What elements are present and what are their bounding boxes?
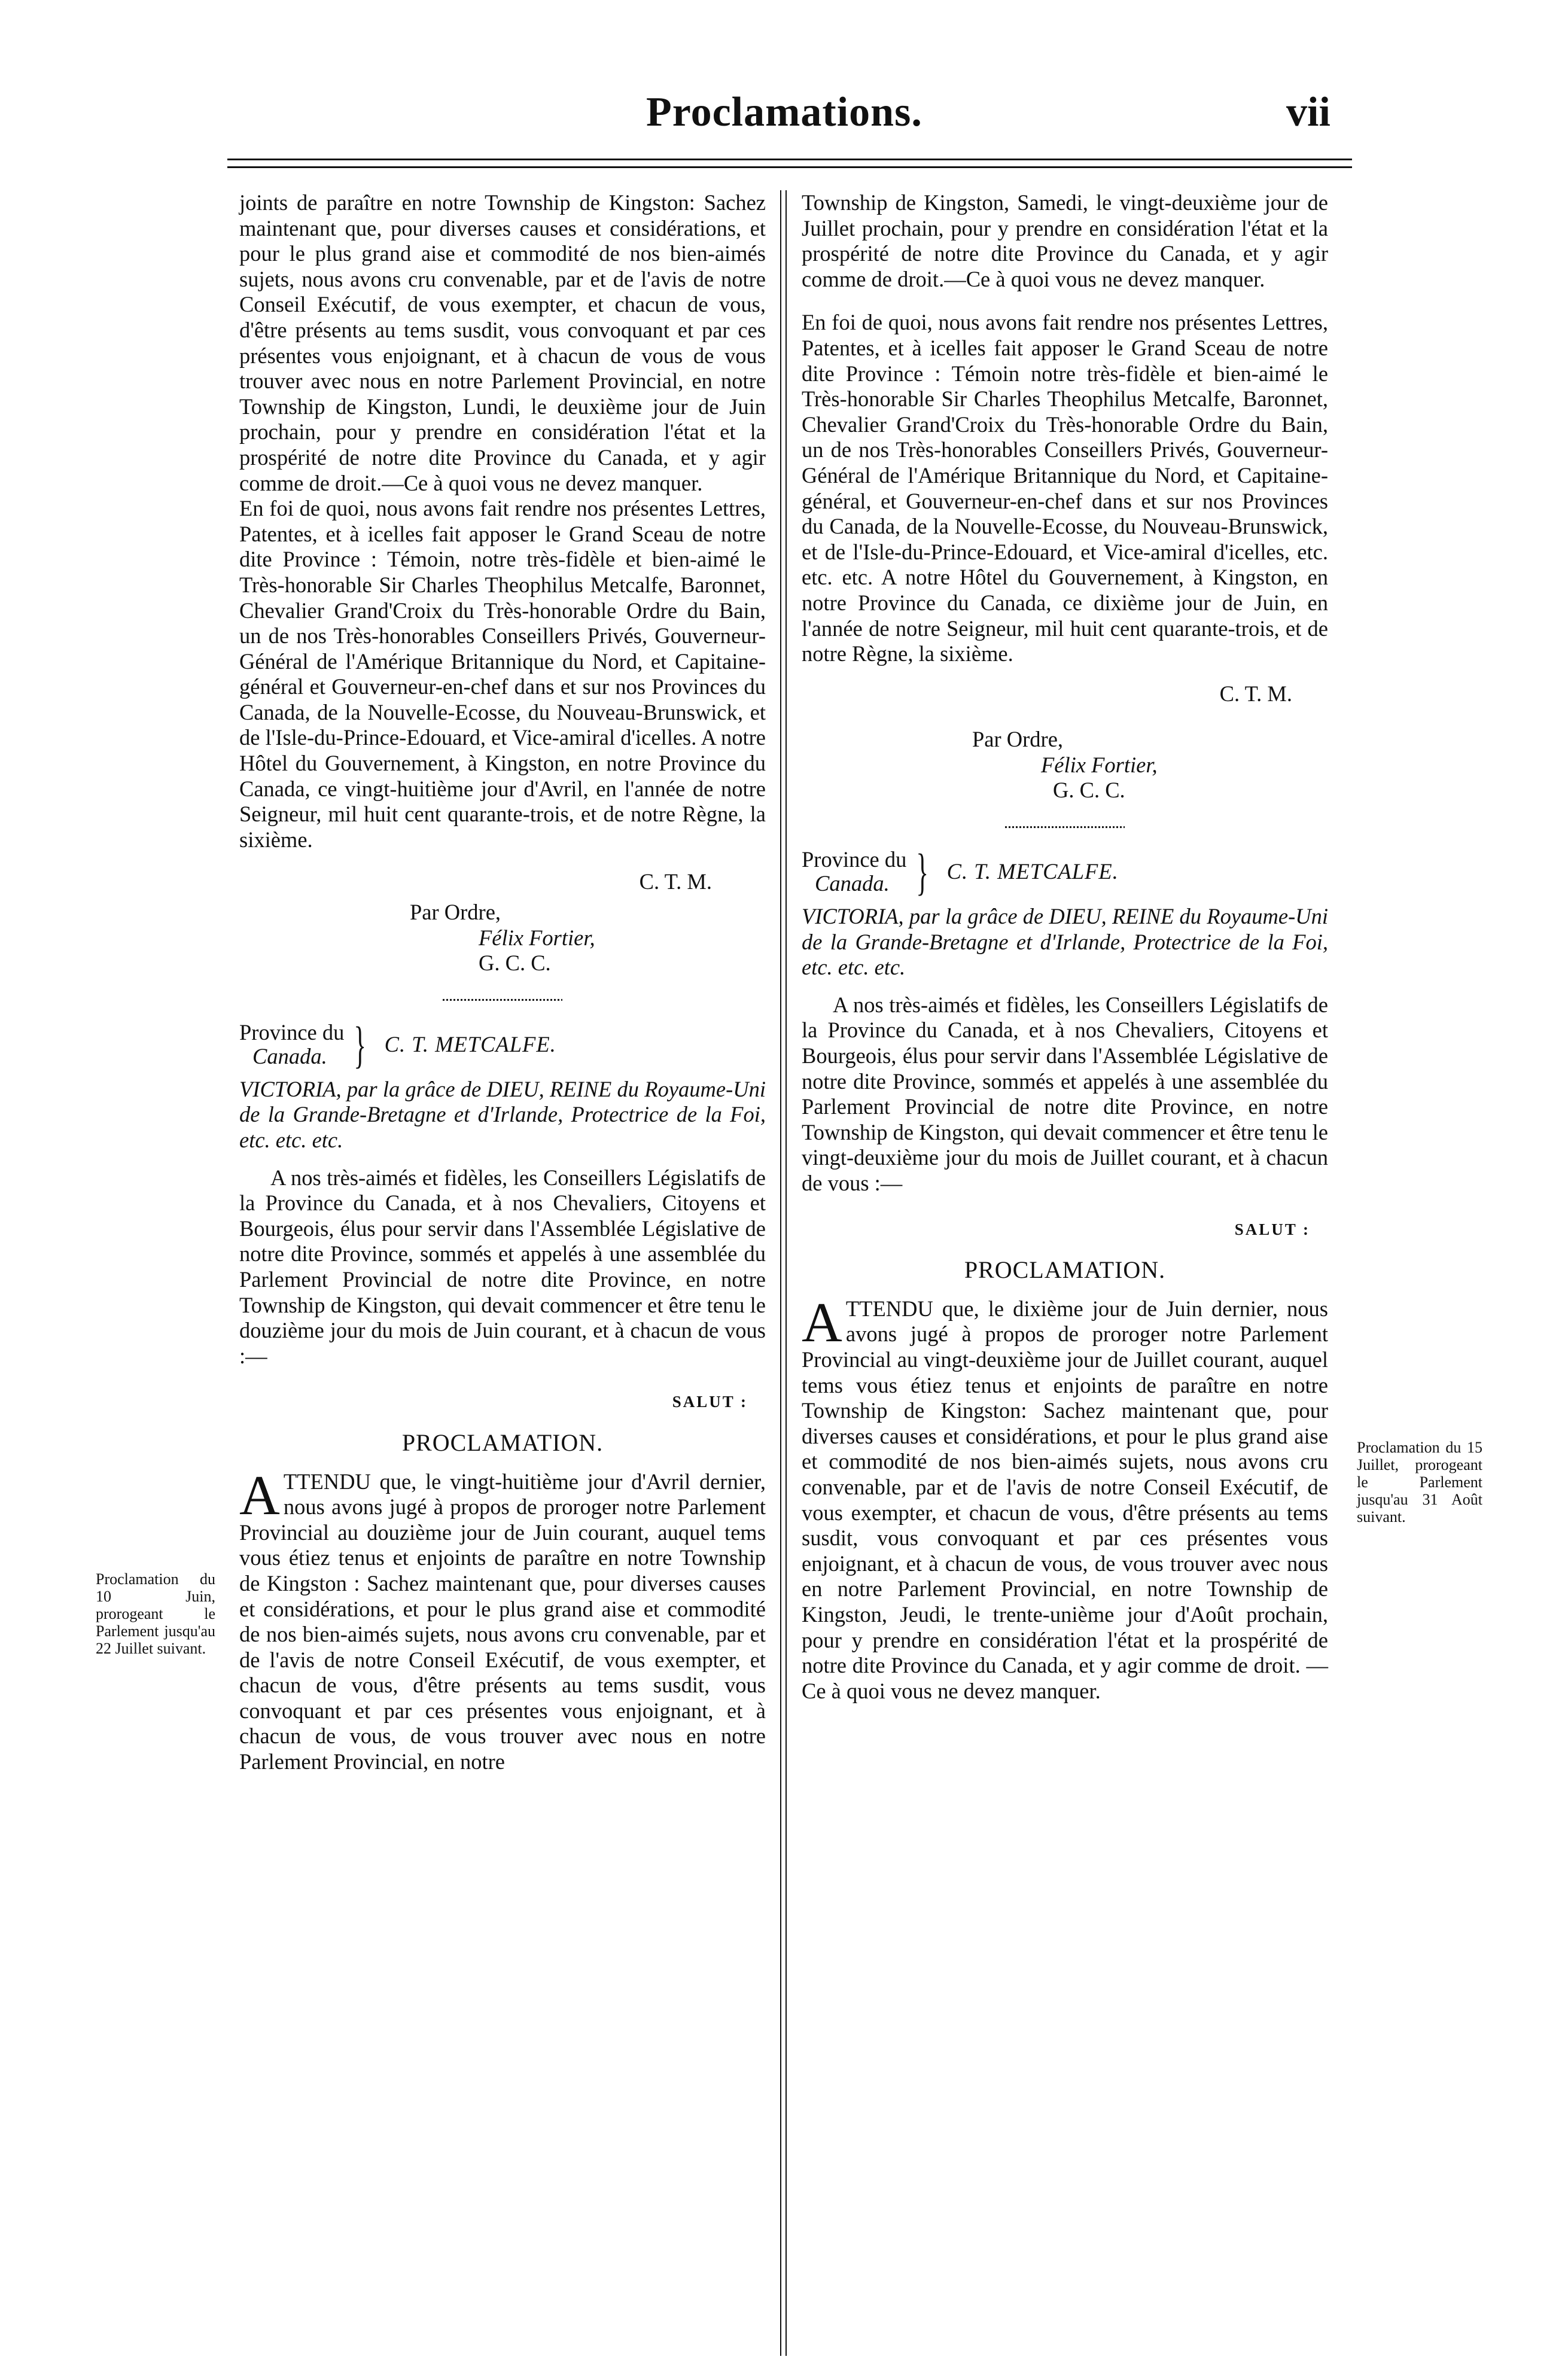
header-double-rule [227,159,1352,168]
right-signer-name: Félix Fortier, [1041,752,1158,777]
right-column [802,190,1328,1704]
right-salut: SALUT : [1234,1220,1310,1238]
left-salut: SALUT : [672,1393,748,1411]
left-province-line2: Canada. [252,1043,327,1068]
right-wavy-rule [1005,824,1125,830]
right-province-line2: Canada. [815,871,890,896]
column-divider [780,190,787,2356]
left-intro-paragraph: joints de paraître en notre Township de Kingston: Sachez maintenant que, pour diverses causes et considérations, et pour le plus grand aise et commodité de nos bien-aimés sujets, nous avons cru convenable, par et de l'avis de notre Conseil Exécutif, de vous exempter, et chacun de vous, d'être présents au tems susdit, vous convoquant et par ces présentes vous enjoignant, et à chacun de vous de vous trouver avec nous en notre Parlement Provincial, en notre Township de Kingston, Lundi, le deuxième jour de Juin prochain, pour y prendre en considération l'état et la prospérité de notre dite Province du Canada, et y agir comme de droit.—Ce à quoi vous ne devez manquer. [239,190,766,495]
left-body-text: TTENDU que, le vingt-huitième jour d'Avril dernier, nous avons jugé à propos de proroger notre Parlement Provincial au douzième jour de Juin courant, auquel tems vous étiez tenus et enjoints de paraître en notre Township de Kingston : Sachez maintenant que, pour diverses causes et considérations, et pour le plus grand aise et commodité de nos bien-aimés sujets, nous avons cru convenable, par et de l'avis de notre Conseil Exécutif, de vous exempter, et chacun de vous, d'être présents au tems susdit, vous convoquant et par ces présentes vous enjoignant, et à chacun de vous, de vous trouver avec nous en notre Parlement Provincial, en notre [239,1469,766,1774]
right-province-block [802,843,1328,901]
right-body-text: TTENDU que, le dixième jour de Juin dernier, nous avons jugé à propos de proroger notre Parlement Provincial au vingt-deuxième jour de Juillet courant, auquel tems vous étiez tenus et enjoints de paraître en notre Township de Kingston: Sachez maintenant que, pour diverses causes et considérations, et pour le plus grand aise et commodité de nos bien-aimés sujets, nous avons cru convenable, par et de l'avis de notre Conseil Exécutif, de vous exempter, et chacun de vous, d'être présents au tems susdit, vous convoquant et par ces présentes vous enjoignant, et à chacun de vous, de vous trouver avec nous en notre Parlement Provincial, en notre Township de Kingston, Jeudi, le trente-unième jour d'Août prochain, pour y prendre en considération l'état et la prospérité de notre dite Province du Canada, et y agir comme de droit. —Ce à quoi vous ne devez manquer. [802,1296,1328,1703]
right-address-paragraph: A nos très-aimés et fidèles, les Conseillers Législatifs de la Province du Canada, et à nos Chevaliers, Citoyens et Bourgeois, élus pour servir dans l'Assemblée Législative de notre dite Province, sommés et appelés à une assemblée du Parlement Provincial de notre dite Province, en notre Township de Kingston, qui devait commencer et être tenu le vingt-deuxième jour du mois de Juillet courant, et à chacun de vous :— [802,992,1328,1195]
left-victoria-title: VICTORIA, par la grâce de DIEU, REINE du Royaume-Uni de la Grande-Bretagne et d'Irlande, Protectrice de la Foi, etc. etc. etc. [239,1076,766,1152]
left-margin-note: Proclamation du 10 Juin, prorogeant le Parlement jusqu'au 22 Juillet suivant. [96,1570,215,1657]
right-proclamation-heading: PROCLAMATION. [964,1256,1166,1284]
left-brace-glyph: } [354,1015,367,1073]
right-body-paragraph [802,1291,1328,1704]
left-body-paragraph [239,1464,766,1775]
running-head-title: Proclamations. [646,89,922,135]
right-victoria-title: VICTORIA, par la grâce de DIEU, REINE du Royaume-Uni de la Grande-Bretagne et d'Irlande, Protectrice de la Foi, etc. etc. etc. [802,904,1328,980]
left-province-line1: Province du [239,1019,345,1045]
right-dropcap: A [802,1291,842,1354]
right-signature-initials: C. T. M. [1219,681,1292,706]
left-signer-name: Félix Fortier, [479,925,595,950]
right-province-line1: Province du [802,847,907,872]
left-proclamation-heading: PROCLAMATION. [401,1429,604,1456]
left-dropcap: A [239,1464,280,1527]
left-signature-initials: C. T. M. [639,869,712,894]
left-province-block [239,1015,766,1073]
left-province-label [239,1021,344,1068]
right-brace-glyph: } [916,843,929,901]
left-column [239,190,766,1775]
left-governor-name: C. T. METCALFE. [384,1031,556,1056]
page-number: vii [1286,89,1330,135]
right-margin-note: Proclamation du 15 Juillet, prorogeant le Parlement jusqu'au 31 Août suivant. [1357,1439,1482,1526]
right-governor-name: C. T. METCALFE. [946,858,1119,884]
right-intro-paragraph: Township de Kingston, Samedi, le vingt-deuxième jour de Juillet prochain, pour y prendre en considération l'état et la prospérité de notre dite Province du Canada, et y agir comme de droit.—Ce à quoi vous ne devez manquer. [802,190,1328,291]
right-par-ordre: Par Ordre, [972,727,1064,752]
right-signer-title: G. C. C. [1053,778,1125,803]
left-wavy-rule [443,997,562,1003]
left-deed-paragraph: En foi de quoi, nous avons fait rendre nos présentes Lettres, Patentes, et à icelles fait apposer le Grand Sceau de notre dite Province : Témoin, notre très-fidèle et bien-aimé le Très-honorable Sir Charles Theophilus Metcalfe, Baronnet, Chevalier Grand'Croix du Très-honorable Ordre du Bain, un de nos Très-honorables Conseillers Privés, Gouverneur-Général de l'Amérique Britannique du Nord, et Capitaine-général et Gouverneur-en-chef dans et sur nos Provinces du Canada, de la Nouvelle-Ecosse, du Nouveau-Brunswick, et de l'Isle-du-Prince-Edouard, et Vice-amiral d'icelles. A notre Hôtel du Gouvernement, à Kingston, en notre Province du Canada, ce vingt-huitième jour d'Avril, en l'année de notre Seigneur, mil huit cent quarante-trois, et de notre Règne, la sixième. [239,496,766,852]
right-province-label [802,848,906,896]
left-signer-title: G. C. C. [479,951,551,976]
left-address-paragraph: A nos très-aimés et fidèles, les Conseillers Législatifs de la Province du Canada, et à nos Chevaliers, Citoyens et Bourgeois, élus pour servir dans l'Assemblée Législative de notre dite Province, sommés et appelés à une assemblée du Parlement Provincial de notre dite Province, en notre Township de Kingston, qui devait commencer et être tenu le douzième jour du mois de Juin courant, et à chacun de vous :— [239,1165,766,1368]
left-par-ordre: Par Ordre, [410,900,501,925]
right-deed-paragraph: En foi de quoi, nous avons fait rendre nos présentes Lettres, Patentes, et à icelles fait apposer le Grand Sceau de notre dite Province : Témoin notre très-fidèle et bien-aimé le Très-honorable Sir Charles Theophilus Metcalfe, Baronnet, Chevalier Grand'Croix du Très-honorable Ordre du Bain, un de nos Très-honorables Conseillers Privés, Gouverneur-Général de l'Amérique Britannique du Nord, et Capitaine-général, et Gouverneur-en-chef dans et sur nos Provinces du Canada, de la Nouvelle-Ecosse, du Nouveau-Brunswick, et de l'Isle-du-Prince-Edouard, et Vice-amiral d'icelles, etc. etc. etc. A notre Hôtel du Gouvernement, à Kingston, en notre Province du Canada, ce dixième jour de Juin, en l'année de notre Seigneur, mil huit cent quarante-trois, et de notre Règne, la sixième. [802,310,1328,666]
